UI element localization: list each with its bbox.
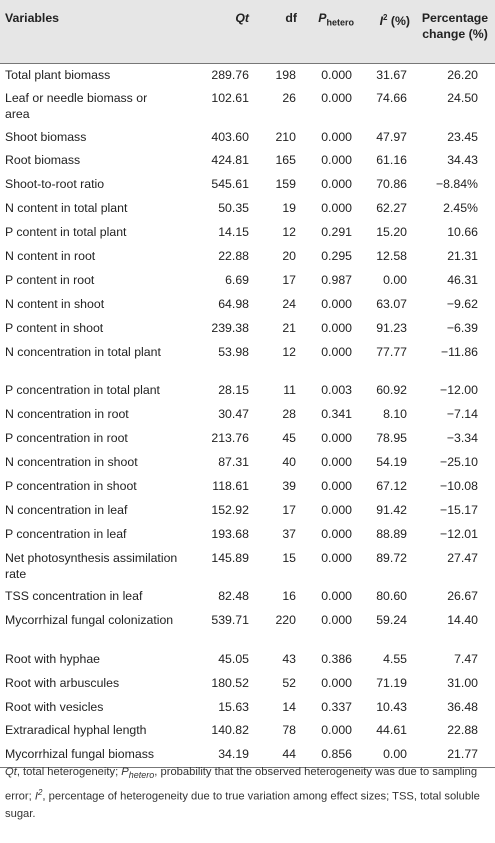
cell-variable: N content in root — [5, 249, 96, 264]
cell-qt: 102.61 — [211, 90, 249, 105]
cell-qt: 22.88 — [218, 249, 249, 264]
cell-variable: N concentration in total plant — [5, 344, 161, 359]
cell-p-hetero: 0.291 — [321, 225, 352, 240]
cell-i2: 0.00 — [383, 747, 407, 762]
cell-p-hetero: 0.000 — [321, 129, 352, 144]
cell-percentage-change: −10.08 — [440, 478, 478, 493]
cell-variable: N content in total plant — [5, 201, 128, 216]
cell-p-hetero: 0.337 — [321, 699, 352, 714]
cell-df: 43 — [282, 651, 296, 666]
table-row — [0, 499, 495, 523]
cell-percentage-change: 34.43 — [447, 153, 478, 168]
cell-qt: 213.76 — [211, 431, 249, 446]
cell-qt: 424.81 — [211, 153, 249, 168]
cell-df: 17 — [282, 272, 296, 287]
cell-df: 26 — [282, 90, 296, 105]
cell-variable: Extraradical hyphal length — [5, 723, 147, 738]
cell-qt: 145.89 — [211, 550, 249, 565]
cell-df: 12 — [282, 225, 296, 240]
table-header-row — [0, 0, 495, 63]
cell-i2: 10.43 — [376, 699, 407, 714]
cell-percentage-change: 46.31 — [447, 272, 478, 287]
cell-i2: 12.58 — [376, 249, 407, 264]
cell-variable: Mycorrhizal fungal colonization — [5, 613, 174, 628]
table-row — [0, 648, 495, 672]
cell-qt: 30.47 — [218, 407, 249, 422]
table-row — [0, 221, 495, 245]
table-row — [0, 523, 495, 547]
cell-qt: 180.52 — [211, 675, 249, 690]
header-variables: Variables — [5, 11, 60, 25]
cell-qt: 239.38 — [211, 320, 249, 335]
cell-p-hetero: 0.000 — [321, 675, 352, 690]
cell-i2: 74.66 — [376, 90, 407, 105]
table-row — [0, 197, 495, 221]
table-row — [0, 173, 495, 197]
cell-i2: 67.12 — [376, 478, 407, 493]
cell-variable: N content in shoot — [5, 296, 105, 311]
cell-p-hetero: 0.987 — [321, 272, 352, 287]
cell-variable: TSS concentration in leaf — [5, 589, 143, 604]
cell-df: 165 — [275, 153, 296, 168]
cell-percentage-change: −15.17 — [440, 502, 478, 517]
cell-p-hetero: 0.000 — [321, 344, 352, 359]
cell-percentage-change: −25.10 — [440, 454, 478, 469]
table-row — [0, 63, 495, 87]
cell-i2: 59.24 — [376, 613, 407, 628]
cell-variable: N concentration in root — [5, 407, 129, 422]
cell-df: 12 — [282, 344, 296, 359]
cell-df: 45 — [282, 431, 296, 446]
cell-percentage-change: −11.86 — [440, 344, 478, 359]
cell-df: 210 — [275, 129, 296, 144]
cell-qt: 6.69 — [225, 272, 249, 287]
cell-percentage-change: 26.67 — [447, 589, 478, 604]
cell-variable: Net photosynthesis assimilation rate — [5, 550, 178, 581]
cell-df: 15 — [282, 550, 296, 565]
cell-i2: 47.97 — [376, 129, 407, 144]
cell-percentage-change: −12.00 — [440, 383, 478, 398]
header-percentage-change: Percentage change (%) — [421, 11, 489, 41]
header-p-hetero: $P_{hetero}$ — [318, 11, 354, 28]
cell-p-hetero: 0.003 — [321, 383, 352, 398]
cell-df: 39 — [282, 478, 296, 493]
table-footnote: Qt, total heterogeneity; $P_{hetero}$, probability that the observed heterogeneity was due to sampling error; $I^2$, percentage of heterogeneity due to true variation among effect sizes; TSS, total soluble sugar. — [5, 766, 480, 820]
table-row — [0, 317, 495, 341]
cell-qt: 87.31 — [218, 454, 249, 469]
cell-qt: 28.15 — [218, 383, 249, 398]
cell-p-hetero: 0.000 — [321, 723, 352, 738]
cell-qt: 140.82 — [211, 723, 249, 738]
cell-i2: 0.00 — [383, 272, 407, 287]
cell-p-hetero: 0.000 — [321, 550, 352, 565]
cell-p-hetero: 0.000 — [321, 589, 352, 604]
cell-percentage-change: 24.50 — [447, 90, 478, 105]
cell-percentage-change: 10.66 — [447, 225, 478, 240]
cell-df: 40 — [282, 454, 296, 469]
cell-variable: P content in total plant — [5, 225, 127, 240]
cell-i2: 80.60 — [376, 589, 407, 604]
cell-i2: 44.61 — [376, 723, 407, 738]
cell-variable: P concentration in shoot — [5, 478, 137, 493]
cell-p-hetero: 0.386 — [321, 651, 352, 666]
table-row — [0, 585, 495, 609]
cell-qt: 15.63 — [218, 699, 249, 714]
cell-variable: Leaf or needle biomass or area — [5, 90, 148, 121]
cell-variable: Shoot-to-root ratio — [5, 177, 105, 192]
cell-percentage-change: −7.14 — [446, 407, 478, 422]
cell-i2: 62.27 — [376, 201, 407, 216]
cell-i2: 61.16 — [376, 153, 407, 168]
table-row — [0, 149, 495, 173]
cell-df: 11 — [283, 383, 296, 398]
cell-percentage-change: −12.01 — [440, 526, 478, 541]
cell-qt: 289.76 — [211, 67, 249, 82]
table-row — [0, 126, 495, 150]
cell-i2: 31.67 — [376, 67, 407, 82]
table-row — [0, 451, 495, 475]
cell-variable: N concentration in shoot — [5, 454, 138, 469]
table-row — [0, 672, 495, 696]
cell-i2: 60.92 — [376, 383, 407, 398]
cell-p-hetero: 0.000 — [321, 67, 352, 82]
table-row — [0, 403, 495, 427]
cell-i2: 89.72 — [376, 550, 407, 565]
cell-i2: 91.42 — [376, 502, 407, 517]
cell-variable: Mycorrhizal fungal biomass — [5, 747, 154, 762]
cell-variable: N concentration in leaf — [5, 502, 128, 517]
cell-df: 16 — [282, 589, 296, 604]
cell-p-hetero: 0.856 — [321, 747, 352, 762]
cell-percentage-change: −3.34 — [446, 431, 478, 446]
cell-df: 24 — [282, 296, 296, 311]
cell-qt: 118.61 — [212, 478, 249, 493]
table-row — [0, 269, 495, 293]
cell-percentage-change: 27.47 — [447, 550, 478, 565]
cell-i2: 78.95 — [376, 431, 407, 446]
table-row — [0, 719, 495, 743]
cell-p-hetero: 0.295 — [321, 249, 352, 264]
cell-percentage-change: 7.47 — [454, 651, 478, 666]
cell-qt: 50.35 — [218, 201, 249, 216]
cell-percentage-change: 22.88 — [447, 723, 478, 738]
cell-percentage-change: 23.45 — [447, 129, 478, 144]
cell-qt: 34.19 — [218, 747, 249, 762]
cell-variable: P concentration in leaf — [5, 526, 127, 541]
cell-df: 19 — [282, 201, 296, 216]
cell-p-hetero: 0.000 — [321, 177, 352, 192]
cell-percentage-change: 21.77 — [447, 747, 478, 762]
cell-df: 14 — [282, 699, 296, 714]
cell-p-hetero: 0.000 — [321, 454, 352, 469]
header-i2: $I^2$ (%) — [379, 13, 410, 29]
cell-qt: 403.60 — [211, 129, 249, 144]
table-row — [0, 547, 495, 586]
cell-variable: Total plant biomass — [5, 67, 111, 82]
cell-df: 21 — [282, 320, 296, 335]
cell-df: 28 — [282, 407, 296, 422]
cell-p-hetero: 0.000 — [321, 90, 352, 105]
cell-df: 37 — [282, 526, 296, 541]
cell-df: 220 — [275, 613, 296, 628]
cell-p-hetero: 0.000 — [321, 502, 352, 517]
cell-i2: 88.89 — [376, 526, 407, 541]
cell-p-hetero: 0.000 — [321, 201, 352, 216]
cell-i2: 15.20 — [376, 225, 407, 240]
table-body — [0, 63, 495, 767]
cell-df: 44 — [282, 747, 296, 762]
cell-qt: 53.98 — [218, 344, 249, 359]
cell-qt: 14.15 — [218, 225, 249, 240]
cell-percentage-change: −6.39 — [446, 320, 478, 335]
cell-variable: P content in root — [5, 272, 95, 287]
cell-i2: 70.86 — [376, 177, 407, 192]
cell-variable: P content in shoot — [5, 320, 104, 335]
cell-p-hetero: 0.000 — [321, 431, 352, 446]
cell-variable: Root with arbuscules — [5, 675, 120, 690]
cell-p-hetero: 0.000 — [321, 526, 352, 541]
cell-df: 17 — [282, 502, 296, 517]
cell-qt: 193.68 — [211, 526, 249, 541]
cell-percentage-change: −9.62 — [446, 296, 478, 311]
cell-p-hetero: 0.000 — [321, 478, 352, 493]
cell-variable: Shoot biomass — [5, 129, 87, 144]
table-row — [0, 87, 495, 126]
cell-percentage-change: 36.48 — [447, 699, 478, 714]
table-row — [0, 341, 495, 380]
table-row — [0, 293, 495, 317]
cell-p-hetero: 0.000 — [321, 613, 352, 628]
cell-qt: 545.61 — [211, 177, 249, 192]
cell-i2: 91.23 — [376, 320, 407, 335]
cell-i2: 71.19 — [376, 675, 407, 690]
cell-df: 198 — [275, 67, 296, 82]
cell-qt: 539.71 — [211, 613, 249, 628]
table-row — [0, 609, 495, 648]
cell-df: 78 — [282, 723, 296, 738]
cell-p-hetero: 0.000 — [321, 153, 352, 168]
cell-qt: 152.92 — [211, 502, 249, 517]
cell-variable: P concentration in root — [5, 431, 128, 446]
header-df: df — [285, 11, 297, 25]
table-row — [0, 245, 495, 269]
cell-p-hetero: 0.000 — [321, 296, 352, 311]
cell-percentage-change: 26.20 — [447, 67, 478, 82]
cell-qt: 64.98 — [218, 296, 249, 311]
cell-p-hetero: 0.000 — [321, 320, 352, 335]
cell-i2: 54.19 — [376, 454, 407, 469]
cell-p-hetero: 0.341 — [321, 407, 352, 422]
cell-i2: 8.10 — [383, 407, 407, 422]
cell-i2: 77.77 — [376, 344, 407, 359]
cell-df: 52 — [282, 675, 296, 690]
cell-variable: Root biomass — [5, 153, 81, 168]
cell-qt: 45.05 — [218, 651, 249, 666]
cell-percentage-change: 14.40 — [447, 613, 478, 628]
cell-percentage-change: 31.00 — [447, 675, 478, 690]
cell-i2: 63.07 — [376, 296, 407, 311]
cell-variable: Root with hyphae — [5, 651, 101, 666]
table-row — [0, 696, 495, 720]
cell-df: 20 — [282, 249, 296, 264]
table-row — [0, 475, 495, 499]
cell-variable: Root with vesicles — [5, 699, 104, 714]
cell-percentage-change: 2.45% — [443, 201, 478, 216]
header-qt: Qt — [235, 11, 249, 25]
cell-variable: P concentration in total plant — [5, 383, 160, 398]
cell-qt: 82.48 — [218, 589, 249, 604]
cell-percentage-change: 21.31 — [447, 249, 478, 264]
table-row — [0, 427, 495, 451]
cell-percentage-change: −8.84% — [435, 177, 478, 192]
cell-i2: 4.55 — [383, 651, 407, 666]
table-row — [0, 379, 495, 403]
cell-df: 159 — [275, 177, 296, 192]
